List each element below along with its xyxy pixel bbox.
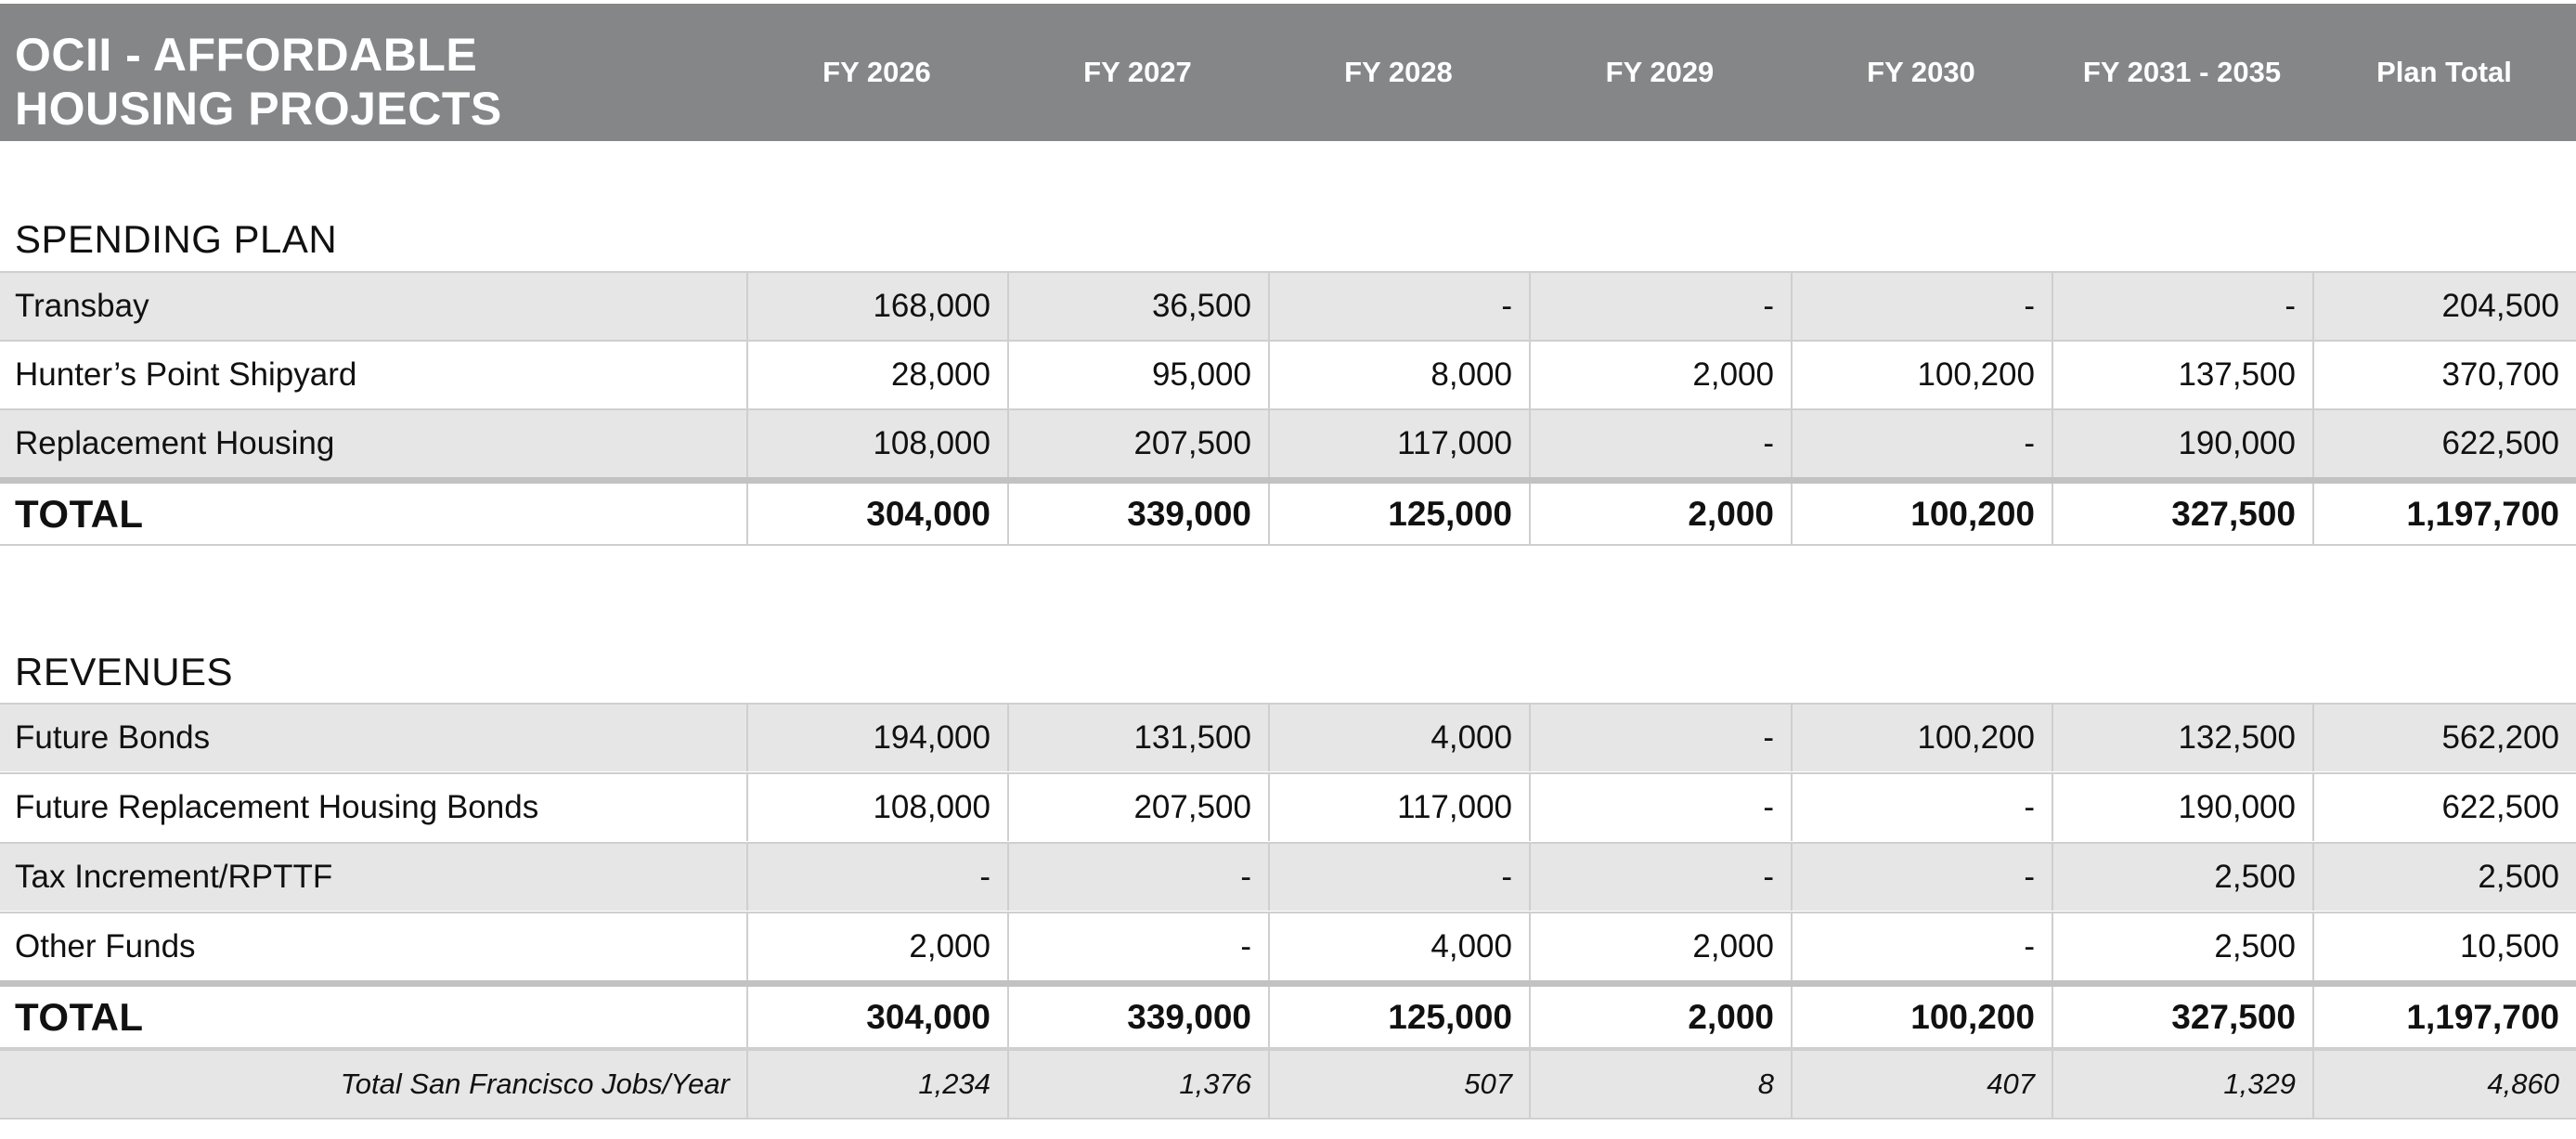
value-cell: 370,700 xyxy=(2312,342,2576,408)
row-label: Hunter’s Point Shipyard xyxy=(15,356,357,393)
row-label: Replacement Housing xyxy=(15,425,335,461)
row-label: Future Replacement Housing Bonds xyxy=(15,789,539,825)
row-label: Transbay xyxy=(15,288,149,324)
value-cell: 2,000 xyxy=(1529,342,1791,408)
jobs-cell: 4,860 xyxy=(2312,1051,2576,1118)
total-cell: 125,000 xyxy=(1268,987,1529,1047)
value-cell: 622,500 xyxy=(2312,774,2576,841)
total-cell: 304,000 xyxy=(746,484,1007,544)
section-label-revenues: REVENUES xyxy=(15,650,234,693)
jobs-cell: 8 xyxy=(1529,1051,1791,1118)
value-cell: - xyxy=(1007,844,1268,911)
value-cell: - xyxy=(1268,844,1529,911)
total-cell: 1,197,700 xyxy=(2312,987,2576,1047)
value-cell: 4,000 xyxy=(1268,913,1529,980)
value-cell: 28,000 xyxy=(746,342,1007,408)
col-header-fy2031-2035: FY 2031 - 2035 xyxy=(2082,56,2282,88)
revenues-total-row xyxy=(0,980,2576,1049)
col-header-fy2026: FY 2026 xyxy=(822,56,931,88)
jobs-cell: 507 xyxy=(1268,1051,1529,1118)
row-label: Future Bonds xyxy=(15,719,211,756)
total-cell: 100,200 xyxy=(1791,987,2052,1047)
spending-total-row xyxy=(0,477,2576,546)
value-cell: - xyxy=(1791,774,2052,841)
value-cell: 2,500 xyxy=(2312,844,2576,911)
jobs-cell: 407 xyxy=(1791,1051,2052,1118)
col-header-fy2027: FY 2027 xyxy=(1083,56,1192,88)
total-label: TOTAL xyxy=(15,491,144,536)
value-cell: 117,000 xyxy=(1268,774,1529,841)
total-cell: 1,197,700 xyxy=(2312,484,2576,544)
jobs-cell: 1,329 xyxy=(2052,1051,2312,1118)
col-header-fy2028: FY 2028 xyxy=(1344,56,1453,88)
value-cell: - xyxy=(1791,844,2052,911)
value-cell: 622,500 xyxy=(2312,410,2576,477)
value-cell: - xyxy=(1791,410,2052,477)
col-header-fy2029: FY 2029 xyxy=(1605,56,1715,88)
value-cell: 108,000 xyxy=(746,410,1007,477)
title-line-1: OCII - AFFORDABLE xyxy=(15,29,478,81)
table-title xyxy=(15,28,720,136)
value-cell: - xyxy=(1529,844,1791,911)
jobs-cell: 1,376 xyxy=(1007,1051,1268,1118)
title-line-2: HOUSING PROJECTS xyxy=(15,83,502,135)
table-row xyxy=(0,842,2576,911)
value-cell: - xyxy=(1791,273,2052,340)
table-header xyxy=(0,4,2576,141)
total-cell: 304,000 xyxy=(746,987,1007,1047)
table-row xyxy=(0,912,2576,980)
value-cell: 4,000 xyxy=(1268,705,1529,771)
value-cell: 36,500 xyxy=(1007,273,1268,340)
value-cell: 117,000 xyxy=(1268,410,1529,477)
value-cell: 100,200 xyxy=(1791,705,2052,771)
total-cell: 339,000 xyxy=(1007,987,1268,1047)
section-label-spending-plan: SPENDING PLAN xyxy=(15,217,338,261)
value-cell: 562,200 xyxy=(2312,705,2576,771)
total-cell: 125,000 xyxy=(1268,484,1529,544)
total-cell: 2,000 xyxy=(1529,987,1791,1047)
value-cell: 10,500 xyxy=(2312,913,2576,980)
value-cell: - xyxy=(1007,913,1268,980)
value-cell: 131,500 xyxy=(1007,705,1268,771)
value-cell: - xyxy=(1529,273,1791,340)
row-label: Tax Increment/RPTTF xyxy=(15,859,333,895)
jobs-row xyxy=(0,1049,2576,1120)
total-cell: 327,500 xyxy=(2052,484,2312,544)
value-cell: 190,000 xyxy=(2052,774,2312,841)
value-cell: 2,000 xyxy=(1529,913,1791,980)
col-header-fy2030: FY 2030 xyxy=(1867,56,1975,88)
value-cell: 95,000 xyxy=(1007,342,1268,408)
value-cell: - xyxy=(1529,705,1791,771)
table-row xyxy=(0,271,2576,340)
value-cell: 207,500 xyxy=(1007,774,1268,841)
value-cell: - xyxy=(1791,913,2052,980)
value-cell: 108,000 xyxy=(746,774,1007,841)
table-row xyxy=(0,772,2576,841)
value-cell: 2,000 xyxy=(746,913,1007,980)
value-cell: 2,500 xyxy=(2052,913,2312,980)
total-cell: 2,000 xyxy=(1529,484,1791,544)
value-cell: - xyxy=(1529,774,1791,841)
total-cell: 327,500 xyxy=(2052,987,2312,1047)
value-cell: - xyxy=(1268,273,1529,340)
total-label: TOTAL xyxy=(15,994,144,1039)
value-cell: 2,500 xyxy=(2052,844,2312,911)
value-cell: 8,000 xyxy=(1268,342,1529,408)
value-cell: 100,200 xyxy=(1791,342,2052,408)
value-cell: - xyxy=(2052,273,2312,340)
value-cell: 168,000 xyxy=(746,273,1007,340)
value-cell: 190,000 xyxy=(2052,410,2312,477)
value-cell: - xyxy=(746,844,1007,911)
table-row xyxy=(0,703,2576,771)
total-cell: 339,000 xyxy=(1007,484,1268,544)
table-row xyxy=(0,408,2576,477)
value-cell: 204,500 xyxy=(2312,273,2576,340)
row-label: Other Funds xyxy=(15,928,196,964)
jobs-cell: 1,234 xyxy=(746,1051,1007,1118)
table-row xyxy=(0,340,2576,408)
value-cell: - xyxy=(1529,410,1791,477)
col-header-plan-total: Plan Total xyxy=(2376,56,2512,88)
value-cell: 137,500 xyxy=(2052,342,2312,408)
total-cell: 100,200 xyxy=(1791,484,2052,544)
jobs-label: Total San Francisco Jobs/Year xyxy=(340,1068,730,1100)
value-cell: 207,500 xyxy=(1007,410,1268,477)
value-cell: 194,000 xyxy=(746,705,1007,771)
value-cell: 132,500 xyxy=(2052,705,2312,771)
